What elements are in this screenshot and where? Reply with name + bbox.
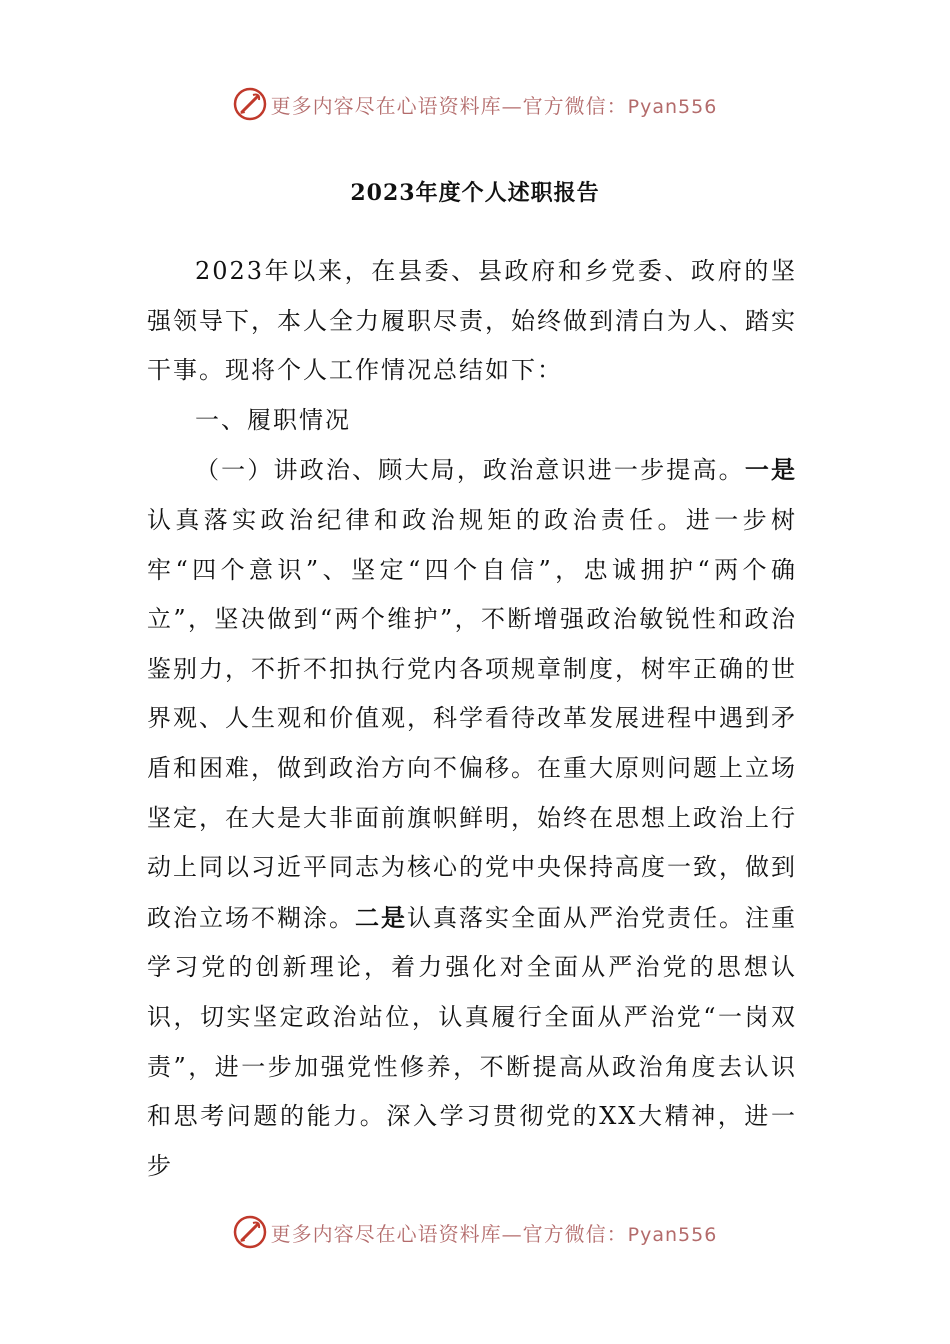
header-watermark-banner <box>0 84 950 124</box>
document-body <box>147 247 797 1191</box>
subsection-heading: （一）讲政治、顾大局，政治意识进一步提高。 <box>195 456 745 485</box>
subsection-paragraph <box>147 445 797 1191</box>
footer-wechat-id: Pyan556 <box>627 1223 718 1246</box>
point-one-text: 认真落实政治纪律和政治规矩的政治责任。进一步树牢“四个意识”、坚定“四个自信”，忠诚拥护“两个确立”，坚决做到“两个维护”，不断增强政治敏锐性和政治鉴别力，不折不扣执行党内各项规章制度，树牢正确的世界观、人生观和价值观，科学看待改革发展进程中遇到矛盾和困难，做到政治方向不偏移。在重大原则问题上立场坚定，在大是大非面前旗帜鲜明，始终在思想上政治上行动上同以习近平同志为核心的党中央保持高度一致，做到政治立场不糊涂。 <box>147 505 797 932</box>
pen-logo-icon <box>233 1215 267 1249</box>
footer-watermark-banner <box>0 1212 950 1252</box>
footer-banner-text: 更多内容尽在心语资料库—官方微信： <box>270 1221 628 1246</box>
document-title: 2023年度个人述职报告 <box>350 180 600 206</box>
point-two-text: 认真落实全面从严治党责任。注重学习党的创新理论，着力强化对全面从严治党的思想认识，切实坚定政治站位，认真履行全面从严治党“一岗双责”，进一步加强党性修养，不断提高从政治角度去认识和思考问题的能力。深入学习贯彻党的XX大精神，进一步 <box>147 903 797 1180</box>
point-one-label: 一是 <box>744 455 798 485</box>
header-wechat-id: Pyan556 <box>627 95 718 118</box>
pen-logo-icon <box>233 87 267 121</box>
header-banner-text: 更多内容尽在心语资料库—官方微信： <box>270 93 628 118</box>
point-two-label: 二是 <box>355 902 407 932</box>
intro-paragraph: 2023年以来，在县委、县政府和乡党委、政府的坚强领导下，本人全力履职尽责，始终做到清白为人、踏实干事。现将个人工作情况总结如下： <box>147 257 797 385</box>
section-heading: 一、履职情况 <box>195 405 351 434</box>
